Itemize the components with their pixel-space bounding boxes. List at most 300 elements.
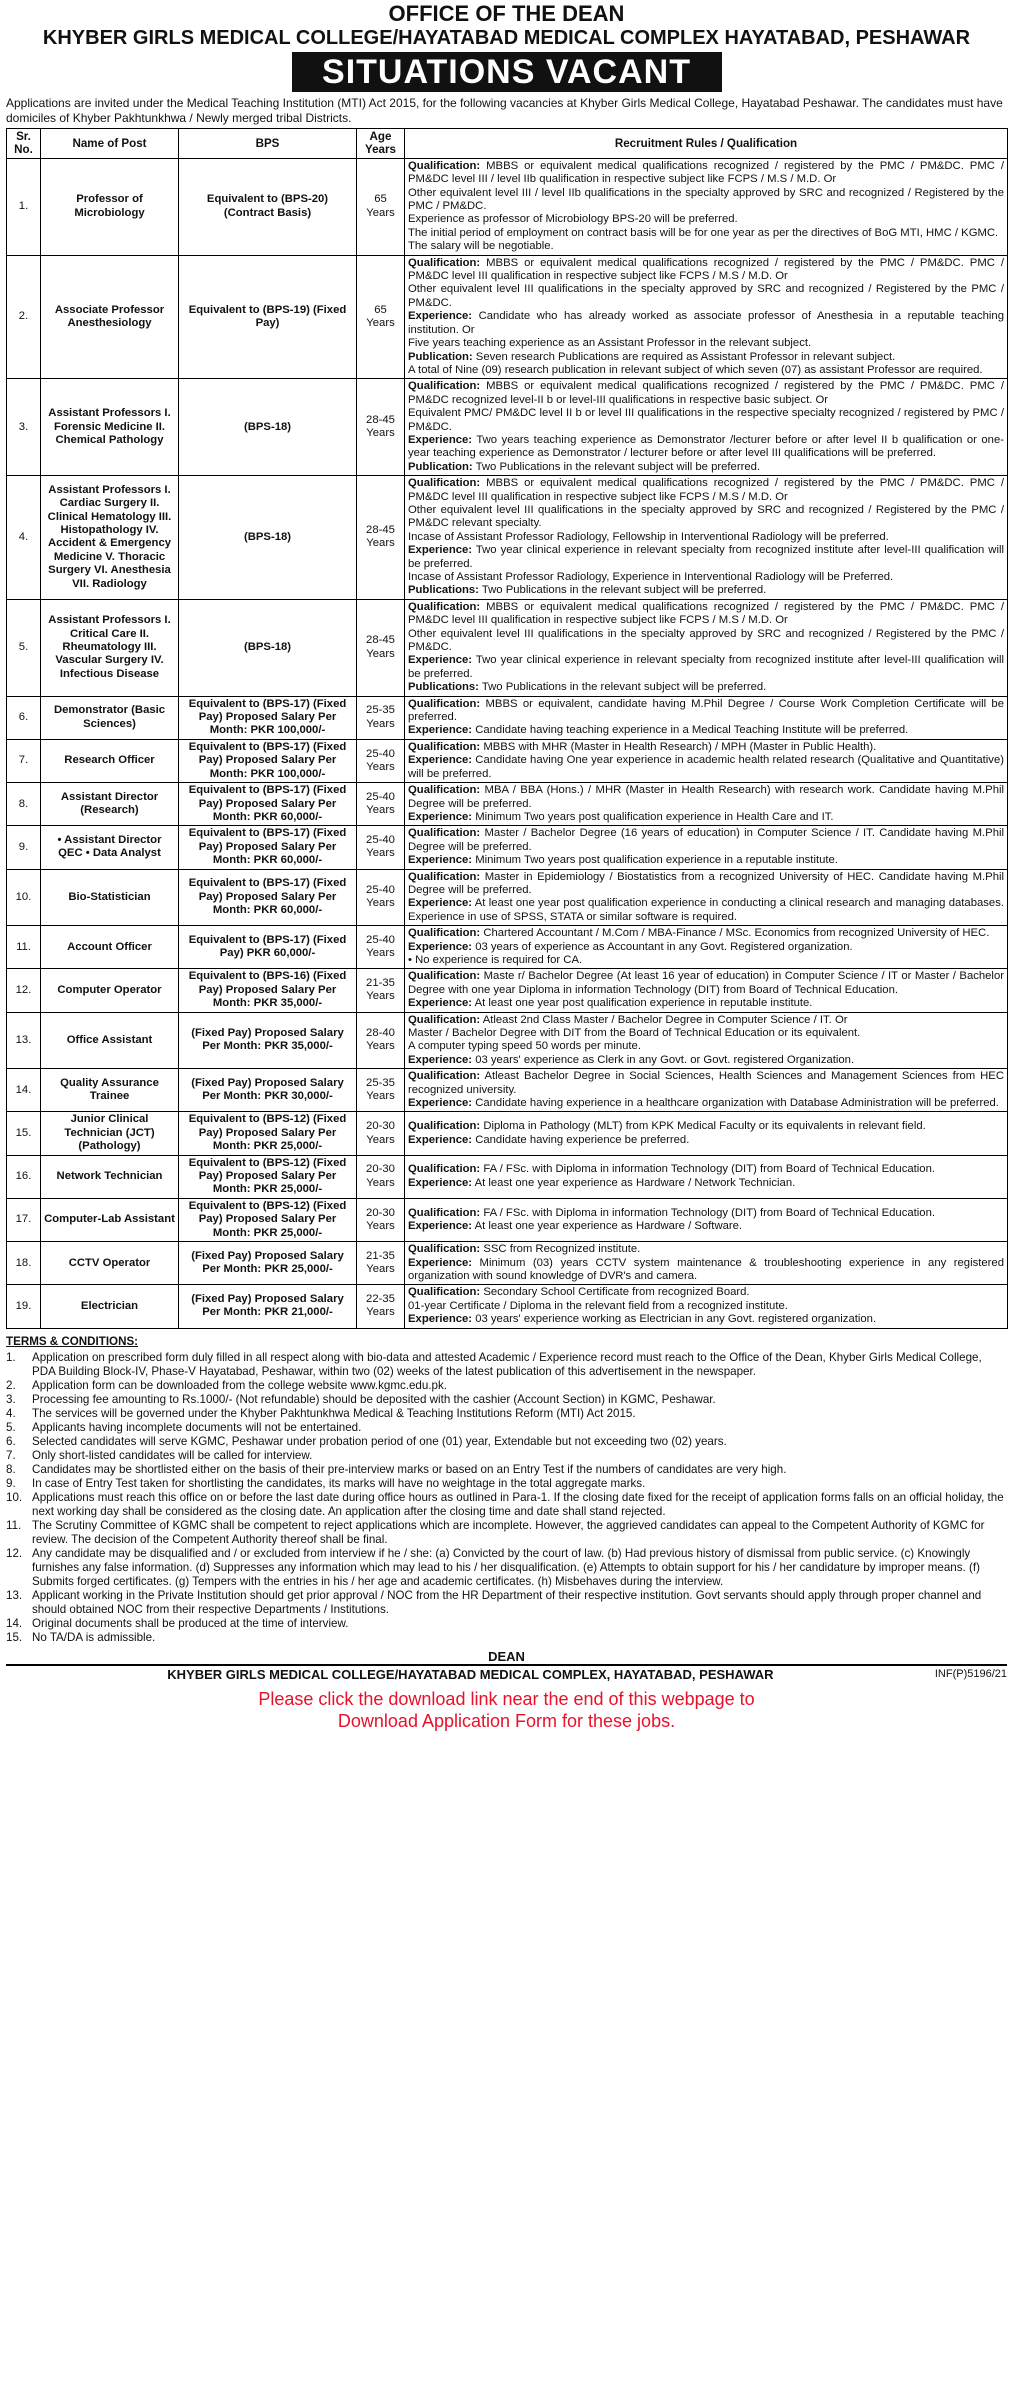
rule-line — [408, 941, 1004, 954]
rule-label: Experience: — [408, 433, 473, 446]
rule-line — [408, 380, 1004, 407]
rule-text: Two Publications in the relevant subject will be preferred. — [478, 584, 767, 597]
term-number: 1. — [6, 1350, 16, 1364]
row-sr-no: 4. — [7, 476, 41, 600]
table-row — [7, 1155, 1008, 1198]
rule-line — [408, 628, 1004, 655]
institution-title: KHYBER GIRLS MEDICAL COLLEGE/HAYATABAD MEDICAL COMPLEX HAYATABAD, PESHAWAR — [42, 27, 971, 49]
rule-line — [408, 811, 1004, 824]
rule-line — [408, 531, 1004, 544]
row-post-name: Research Officer — [41, 739, 179, 782]
term-item — [6, 1477, 1007, 1491]
row-bps: (Fixed Pay) Proposed Salary Per Month: PKR 25,000/- — [179, 1242, 357, 1285]
term-item — [6, 1631, 1007, 1645]
rule-label: Experience: — [408, 1053, 473, 1066]
rule-text: Diploma in Pathology (MLT) from KPK Medical Faculty or its equivalents in relevant field. — [480, 1120, 926, 1133]
row-bps: Equivalent to (BPS-19) (Fixed Pay) — [179, 255, 357, 379]
row-age: 20-30 Years — [357, 1155, 405, 1198]
term-item — [6, 1463, 1007, 1477]
row-sr-no: 15. — [7, 1112, 41, 1155]
term-item — [6, 1351, 1007, 1379]
rule-line — [408, 1177, 1004, 1190]
rule-text: Equivalent PMC/ PM&DC level II b or level III qualifications in the respective specialty recognized / registered by PMC / PM&DC. — [408, 407, 1004, 433]
table-row — [7, 1242, 1008, 1285]
rule-line — [408, 1054, 1004, 1067]
download-notice — [0, 1688, 1013, 1732]
rule-label: Publications: — [408, 681, 479, 694]
rule-line — [408, 407, 1004, 434]
table-row — [7, 969, 1008, 1012]
terms-title: TERMS & CONDITIONS: — [6, 1334, 139, 1348]
row-age: 21-35 Years — [357, 1242, 405, 1285]
term-text: Applicants having incomplete documents will not be entertained. — [32, 1420, 362, 1434]
rule-text: Minimum Two years post qualification experience in Health Care and IT. — [472, 810, 834, 823]
rule-text: Two year clinical experience in relevant specialty from recognized institute after level-III qualification will be preferred. — [408, 544, 1004, 570]
term-number: 9. — [6, 1476, 16, 1490]
rule-label: Qualification: — [408, 1013, 481, 1026]
terms-section — [6, 1335, 1007, 1645]
rule-text: At least one year experience as Hardware / Network Technician. — [472, 1176, 796, 1189]
term-number: 6. — [6, 1434, 16, 1448]
term-item — [6, 1421, 1007, 1435]
table-row — [7, 696, 1008, 739]
rule-line — [408, 364, 1004, 377]
rule-line — [408, 187, 1004, 214]
table-row — [7, 476, 1008, 600]
term-text: Only short-listed candidates will be called for interview. — [32, 1448, 313, 1462]
rule-text: Secondary School Certificate from recognized Board. — [480, 1286, 750, 1299]
rule-line — [408, 337, 1004, 350]
footer-ref-number: INF(P)5196/21 — [934, 1668, 1007, 1681]
row-post-name: CCTV Operator — [41, 1242, 179, 1285]
rule-label: Qualification: — [408, 1206, 481, 1219]
row-bps: (BPS-18) — [179, 599, 357, 696]
rule-label: Experience: — [408, 897, 473, 910]
rule-label: Qualification: — [408, 159, 481, 172]
rule-label: Qualification: — [408, 970, 481, 983]
rule-line — [408, 1300, 1004, 1313]
row-age: 28-45 Years — [357, 476, 405, 600]
rule-text: 03 years of experience as Accountant in any Govt. Registered organization. — [472, 940, 853, 953]
row-sr-no: 18. — [7, 1242, 41, 1285]
rule-line — [408, 741, 1004, 754]
table-row — [7, 826, 1008, 869]
rule-line — [408, 1040, 1004, 1053]
row-age: 28-40 Years — [357, 1012, 405, 1069]
row-recruitment-rules — [405, 476, 1008, 600]
rule-line — [408, 310, 1004, 337]
rule-text: Two years teaching experience as Demonstrator /lecturer before or after level II b qualification or one-year teaching experience as Demonstrator / lecturer before or after level III qualifications will be preferred. — [408, 433, 1004, 460]
row-post-name: Demonstrator (Basic Sciences) — [41, 696, 179, 739]
rule-label: Qualification: — [408, 870, 481, 883]
row-post-name: Professor of Microbiology — [41, 158, 179, 255]
rule-label: Experience: — [408, 1133, 473, 1146]
term-number: 13. — [6, 1588, 23, 1602]
row-recruitment-rules — [405, 1155, 1008, 1198]
table-row — [7, 255, 1008, 379]
rule-line — [408, 871, 1004, 898]
rule-line — [408, 784, 1004, 811]
rule-line — [408, 257, 1004, 284]
rule-label: Experience: — [408, 754, 473, 767]
rule-line — [408, 544, 1004, 571]
rule-text: MBBS or equivalent medical qualifications recognized / registered by the PMC / PM&DC. PMC / PM&DC level III qualification in respective subject like FCPS / M.S / M.D. Or — [408, 600, 1004, 627]
row-bps: Equivalent to (BPS-17) (Fixed Pay) Proposed Salary Per Month: PKR 100,000/- — [179, 696, 357, 739]
term-text: Applications must reach this office on or before the last date during office hours as outlined in Para-1. If the closing date fixed for the receipt of application forms falls on an official holiday, the next working day shall be considered as the closing date. An application after the closing time and date shall stand rejected. — [32, 1490, 1004, 1518]
term-item — [6, 1449, 1007, 1463]
term-number: 5. — [6, 1420, 16, 1434]
row-bps: Equivalent to (BPS-16) (Fixed Pay) Proposed Salary Per Month: PKR 35,000/- — [179, 969, 357, 1012]
rule-text: MBBS or equivalent medical qualifications recognized / registered by the PMC / PM&DC. PMC / PM&DC recognized level-II b or level-III qualifications in respective basic subject. Or — [408, 380, 1004, 406]
rule-text: MBBS with MHR (Master in Health Research) / MPH (Master in Public Health). — [480, 740, 877, 753]
rule-label: Qualification: — [408, 256, 481, 269]
row-recruitment-rules — [405, 379, 1008, 476]
rule-line — [408, 1070, 1004, 1097]
table-row — [7, 1285, 1008, 1328]
row-sr-no: 1. — [7, 158, 41, 255]
row-age: 25-40 Years — [357, 739, 405, 782]
rule-text: FA / FSc. with Diploma in information Technology (DIT) from Board of Technical Education. — [480, 1163, 935, 1176]
rule-label: Experience: — [408, 544, 473, 557]
term-item — [6, 1435, 1007, 1449]
rule-text: FA / FSc. with Diploma in information Technology (DIT) from Board of Technical Education. — [480, 1206, 935, 1219]
rule-text: Candidate having experience be preferred. — [472, 1133, 690, 1146]
term-text: The services will be governed under the Khyber Pakhtunkhwa Medical & Teaching Institutions Reform (MTI) Act 2015. — [32, 1406, 636, 1420]
row-bps: Equivalent to (BPS-17) (Fixed Pay) PKR 60,000/- — [179, 926, 357, 969]
term-number: 4. — [6, 1406, 16, 1420]
row-post-name: Assistant Professors I. Critical Care II. Rheumatology III. Vascular Surgery IV. Infectious Disease — [41, 599, 179, 696]
header-bps: BPS — [179, 129, 357, 159]
rule-text: Experience as professor of Microbiology BPS-20 will be preferred. — [408, 213, 738, 226]
rule-label: Publication: — [408, 460, 473, 473]
rule-text: Incase of Assistant Professor Radiology, Experience in Interventional Radiology will be Preferred. — [408, 571, 894, 583]
situations-vacant-banner: SITUATIONS VACANT — [292, 52, 722, 92]
rule-text: Master / Bachelor Degree (16 years of education) in Computer Science / IT. Candidate having M.Phil Degree will be preferred. — [408, 827, 1004, 853]
row-sr-no: 8. — [7, 783, 41, 826]
rule-label: Experience: — [408, 1256, 473, 1269]
term-text: Application on prescribed form duly filled in all respect along with bio-data and attested Academic / Experience record must reach to the Office of the Dean, Khyber Girls Medical College, PDA Building Block-IV, Phase-V Hayatabad, Peshawar, within two (02) weeks of the latest publication of this advertisement in the newspaper. — [32, 1350, 982, 1378]
vacancies-table-body — [7, 158, 1008, 1328]
rule-text: Maste r/ Bachelor Degree (At least 16 year of education) in Computer Science / IT or Master / Bachelor Degree with one year Diploma in information Technology (DIT) from Board of Technical Education. — [408, 970, 1004, 996]
header-age-years: Age Years — [357, 129, 405, 159]
term-item — [6, 1393, 1007, 1407]
rule-text: Two Publications in the relevant subject will be preferred. — [472, 460, 761, 473]
term-number: 14. — [6, 1616, 23, 1630]
row-recruitment-rules — [405, 158, 1008, 255]
term-text: Original documents shall be produced at the time of interview. — [32, 1616, 349, 1630]
rule-label: Experience: — [408, 810, 473, 823]
row-sr-no: 12. — [7, 969, 41, 1012]
rule-line — [408, 504, 1004, 531]
header-name-of-post: Name of Post — [41, 129, 179, 159]
term-item — [6, 1589, 1007, 1617]
rule-line — [408, 927, 1004, 940]
rule-text: The salary will be negotiable. — [408, 240, 554, 253]
rule-text: Candidate having teaching experience in a Medical Teaching Institute will be preferred. — [472, 724, 909, 737]
rule-line — [408, 897, 1004, 924]
table-row — [7, 1198, 1008, 1241]
term-text: Selected candidates will serve KGMC, Peshawar under probation period of one (01) year, Extendable but not exceeding two (02) years. — [32, 1434, 727, 1448]
row-age: 20-30 Years — [357, 1112, 405, 1155]
row-bps: Equivalent to (BPS-12) (Fixed Pay) Proposed Salary Per Month: PKR 25,000/- — [179, 1198, 357, 1241]
term-item — [6, 1519, 1007, 1547]
term-item — [6, 1491, 1007, 1519]
rule-label: Qualification: — [408, 927, 481, 940]
row-recruitment-rules — [405, 255, 1008, 379]
row-age: 22-35 Years — [357, 1285, 405, 1328]
row-recruitment-rules — [405, 926, 1008, 969]
rule-label: Experience: — [408, 724, 473, 737]
footer-line — [6, 1664, 1007, 1682]
row-bps: Equivalent to (BPS-20) (Contract Basis) — [179, 158, 357, 255]
rule-line — [408, 477, 1004, 504]
download-notice-line1: Please click the download link near the end of this webpage to — [258, 1688, 755, 1709]
rule-text: Master in Epidemiology / Biostatistics from a recognized University of HEC. Candidate having M.Phil Degree will be preferred. — [408, 870, 1004, 896]
term-text: Any candidate may be disqualified and / or excluded from interview if he / she: (a) Convicted by the court of law. (b) Had previous history of dismissal from public service. (c) Knowingly furnishes any false information. (d) Suppresses any information which may lead to his / her disqualification. (e) Attempts to obtain support for his / her candidature by improper means. (f) Submits forged certificates. (g) Tempers with the entries in his / her age and academic certificates. (h) Misbehaves during the interview. — [32, 1546, 980, 1588]
rule-text: Master / Bachelor Degree with DIT from the Board of Technical Education or its equivalent. — [408, 1027, 861, 1039]
row-recruitment-rules — [405, 1198, 1008, 1241]
row-post-name: Assistant Director (Research) — [41, 783, 179, 826]
row-sr-no: 14. — [7, 1069, 41, 1112]
rule-text: Candidate having experience in a healthcare organization with Database Administration will be preferred. — [472, 1097, 999, 1110]
row-post-name: Bio-Statistician — [41, 869, 179, 926]
term-text: Applicant working in the Private Institution should get prior approval / NOC from the HR Department of their respective institution. Govt servants should apply through proper channel and should obtained NOC from their respective Departments / Institutions. — [32, 1588, 982, 1616]
term-number: 7. — [6, 1448, 16, 1462]
term-number: 15. — [6, 1630, 23, 1644]
row-sr-no: 10. — [7, 869, 41, 926]
row-sr-no: 6. — [7, 696, 41, 739]
rule-line — [408, 351, 1004, 364]
rule-text: At least one year experience as Hardware / Software. — [472, 1219, 743, 1232]
rule-line — [408, 827, 1004, 854]
rule-line — [408, 1257, 1004, 1284]
rule-line — [408, 954, 1004, 967]
rule-line — [408, 854, 1004, 867]
rule-text: A computer typing speed 50 words per minute. — [408, 1040, 641, 1053]
office-title: OFFICE OF THE DEAN — [388, 1, 625, 26]
rule-label: Qualification: — [408, 697, 481, 710]
row-age: 20-30 Years — [357, 1198, 405, 1241]
row-bps: (BPS-18) — [179, 379, 357, 476]
row-bps: Equivalent to (BPS-12) (Fixed Pay) Proposed Salary Per Month: PKR 25,000/- — [179, 1112, 357, 1155]
row-recruitment-rules — [405, 826, 1008, 869]
terms-list — [6, 1351, 1007, 1645]
row-bps: (BPS-18) — [179, 476, 357, 600]
rule-text: MBBS or equivalent medical qualifications recognized / registered by the PMC / PM&DC. PMC / PM&DC level III / level IIb qualification in respective subject like FCPS / M.S / M.D. Or — [408, 159, 1004, 186]
term-text: The Scrutiny Committee of KGMC shall be competent to reject applications which are incomplete. However, the aggrieved candidates can appeal to the Competent Authority of KGMC for review. The decision of the Competent Authority thereof shall be final. — [32, 1518, 985, 1546]
row-sr-no: 9. — [7, 826, 41, 869]
row-sr-no: 7. — [7, 739, 41, 782]
rule-line — [408, 1134, 1004, 1147]
rule-line — [408, 1163, 1004, 1176]
rule-label: Experience: — [408, 854, 473, 867]
rule-text: Other equivalent level III qualifications in the specialty approved by SRC and recognized / Registered by the PMC / PM&DC relevant specialty. — [408, 503, 1004, 530]
row-bps: (Fixed Pay) Proposed Salary Per Month: PKR 30,000/- — [179, 1069, 357, 1112]
row-recruitment-rules — [405, 1242, 1008, 1285]
table-row — [7, 783, 1008, 826]
row-sr-no: 16. — [7, 1155, 41, 1198]
rule-label: Qualification: — [408, 784, 481, 797]
rule-text: Two year clinical experience in relevant specialty from recognized institute after level-III qualification will be preferred. — [408, 654, 1004, 680]
rule-line — [408, 1207, 1004, 1220]
header-sr-no: Sr. No. — [7, 129, 41, 159]
rule-text: MBBS or equivalent, candidate having M.Phil Degree / Course Work Completion Certificate will be preferred. — [408, 697, 1004, 724]
rule-line — [408, 1243, 1004, 1256]
row-age: 65 Years — [357, 255, 405, 379]
rule-label: Qualification: — [408, 1243, 481, 1256]
rule-label: Experience: — [408, 1176, 473, 1189]
row-age: 25-40 Years — [357, 869, 405, 926]
table-row — [7, 1069, 1008, 1112]
rule-text: Other equivalent level III qualifications in the specialty approved by SRC and recognized / Registered by the PMC / PM&DC. — [408, 283, 1004, 309]
term-item — [6, 1379, 1007, 1393]
row-recruitment-rules — [405, 1012, 1008, 1069]
term-number: 12. — [6, 1546, 23, 1560]
term-text: Candidates may be shortlisted either on the basis of their pre-interview marks or based on an Entry Test if the numbers of candidates are very high. — [32, 1462, 787, 1476]
row-bps: Equivalent to (BPS-17) (Fixed Pay) Proposed Salary Per Month: PKR 60,000/- — [179, 869, 357, 926]
row-age: 25-35 Years — [357, 1069, 405, 1112]
row-recruitment-rules — [405, 1285, 1008, 1328]
row-post-name: Assistant Professors I. Cardiac Surgery II. Clinical Hematology III. Histopathology IV. Accident & Emergency Medicine V. Thoracic Surgery VI. Anesthesia VII. Radiology — [41, 476, 179, 600]
row-sr-no: 3. — [7, 379, 41, 476]
row-bps: Equivalent to (BPS-17) (Fixed Pay) Proposed Salary Per Month: PKR 60,000/- — [179, 783, 357, 826]
rule-text: 03 years' experience as Clerk in any Govt. or Govt. registered Organization. — [472, 1053, 855, 1066]
rule-label: Publications: — [408, 584, 479, 597]
row-sr-no: 2. — [7, 255, 41, 379]
rule-line — [408, 213, 1004, 226]
rule-text: Candidate having One year experience in academic health related research (Qualitative and Quantitative) will be preferred. — [408, 754, 1004, 780]
row-sr-no: 19. — [7, 1285, 41, 1328]
rule-text: Other equivalent level III qualifications in the specialty approved by SRC and recognized / Registered by the PMC / PM&DC. — [408, 627, 1004, 654]
row-bps: (Fixed Pay) Proposed Salary Per Month: PKR 21,000/- — [179, 1285, 357, 1328]
rule-line — [408, 461, 1004, 474]
rule-text: MBBS or equivalent medical qualifications recognized / registered by the PMC / PM&DC. PMC / PM&DC level III qualification in respective subject like FCPS / M.S / M.D. Or — [408, 256, 1004, 283]
rule-label: Qualification: — [408, 1286, 481, 1299]
rule-line — [408, 227, 1004, 240]
table-row — [7, 1012, 1008, 1069]
row-recruitment-rules — [405, 599, 1008, 696]
row-recruitment-rules — [405, 869, 1008, 926]
rule-line — [408, 434, 1004, 461]
rule-text: Five years teaching experience as an Assistant Professor in the relevant subject. — [408, 337, 812, 350]
term-item — [6, 1617, 1007, 1631]
row-post-name: Computer Operator — [41, 969, 179, 1012]
footer-dean: DEAN — [488, 1648, 525, 1664]
table-row — [7, 158, 1008, 255]
rule-label: Qualification: — [408, 1163, 481, 1176]
rule-line — [408, 698, 1004, 725]
row-age: 28-45 Years — [357, 379, 405, 476]
table-row — [7, 869, 1008, 926]
row-post-name: Account Officer — [41, 926, 179, 969]
table-row — [7, 379, 1008, 476]
row-bps: Equivalent to (BPS-17) (Fixed Pay) Proposed Salary Per Month: PKR 60,000/- — [179, 826, 357, 869]
term-number: 10. — [6, 1490, 23, 1504]
row-age: 25-40 Years — [357, 926, 405, 969]
rule-text: Atleast 2nd Class Master / Bachelor Degree in Computer Science / IT. Or — [480, 1013, 848, 1026]
rule-label: Qualification: — [408, 600, 481, 613]
row-recruitment-rules — [405, 1112, 1008, 1155]
rule-text: At least one year post qualification experience in reputable institute. — [472, 997, 813, 1010]
row-age: 25-35 Years — [357, 696, 405, 739]
row-bps: (Fixed Pay) Proposed Salary Per Month: PKR 35,000/- — [179, 1012, 357, 1069]
row-recruitment-rules — [405, 969, 1008, 1012]
rule-line — [408, 1220, 1004, 1233]
intro-paragraph: Applications are invited under the Medical Teaching Institution (MTI) Act 2015, for the following vacancies at Khyber Girls Medical College, Hayatabad Peshawar. The candidates must have domiciles of Khyber Pakhtunkhwa / Newly merged tribal Districts. — [6, 96, 1003, 125]
row-age: 28-45 Years — [357, 599, 405, 696]
rule-line — [408, 1286, 1004, 1299]
rule-line — [408, 160, 1004, 187]
row-post-name: Quality Assurance Trainee — [41, 1069, 179, 1112]
rule-text: MBBS or equivalent medical qualifications recognized / registered by the PMC / PM&DC. PMC / PM&DC level III qualification in respective subject like FCPS / M.S / M.D. Or — [408, 477, 1004, 503]
rule-line — [408, 601, 1004, 628]
rule-label: Qualification: — [408, 827, 481, 840]
rule-label: Qualification: — [408, 740, 481, 753]
row-bps: Equivalent to (BPS-17) (Fixed Pay) Proposed Salary Per Month: PKR 100,000/- — [179, 739, 357, 782]
rule-label: Experience: — [408, 310, 473, 323]
term-item — [6, 1547, 1007, 1589]
row-post-name: Junior Clinical Technician (JCT) (Pathology) — [41, 1112, 179, 1155]
rule-line — [408, 1014, 1004, 1027]
rule-text: Candidate who has already worked as associate professor of Anesthesia in a reputable teaching institution. Or — [408, 310, 1004, 336]
rule-text: The initial period of employment on contract basis will be for one year as per the directives of BoG MTI, HMC / KGMC. — [408, 226, 999, 239]
row-sr-no: 17. — [7, 1198, 41, 1241]
row-sr-no: 13. — [7, 1012, 41, 1069]
row-bps: Equivalent to (BPS-12) (Fixed Pay) Proposed Salary Per Month: PKR 25,000/- — [179, 1155, 357, 1198]
rule-label: Qualification: — [408, 477, 481, 490]
row-recruitment-rules — [405, 696, 1008, 739]
term-number: 3. — [6, 1392, 16, 1406]
rule-text: A total of Nine (09) research publication in relevant subject of which seven (07) as assistant Professor are required. — [408, 363, 983, 376]
rule-text: Minimum Two years post qualification experience in a reputable institute. — [472, 854, 838, 867]
row-post-name: Office Assistant — [41, 1012, 179, 1069]
rule-line — [408, 1120, 1004, 1133]
term-text: Application form can be downloaded from the college website www.kgmc.edu.pk. — [32, 1378, 448, 1392]
term-number: 2. — [6, 1378, 16, 1392]
rule-text: Seven research Publications are required as Assistant Professor in relevant subject. — [472, 350, 896, 363]
rule-text: Two Publications in the relevant subject will be preferred. — [478, 681, 767, 694]
rule-line — [408, 754, 1004, 781]
rule-text: Minimum (03) years CCTV system maintenance & troubleshooting experience in any registered organization with sound knowledge of DVR's and camera. — [408, 1256, 1004, 1282]
rule-label: Experience: — [408, 1097, 473, 1110]
rule-label: Experience: — [408, 654, 473, 667]
row-post-name: • Assistant Director QEC • Data Analyst — [41, 826, 179, 869]
rule-label: Publication: — [408, 350, 473, 363]
rule-text: Other equivalent level III / level IIb qualifications in the specialty approved by SRC and recognized / Registered by the PMC / PM&DC. — [408, 186, 1004, 213]
rule-line — [408, 584, 1004, 597]
term-text: In case of Entry Test taken for shortlisting the candidates, its marks will have no weightage in the total aggregate marks. — [32, 1476, 646, 1490]
row-sr-no: 11. — [7, 926, 41, 969]
row-post-name: Associate Professor Anesthesiology — [41, 255, 179, 379]
row-age: 21-35 Years — [357, 969, 405, 1012]
rule-label: Experience: — [408, 940, 473, 953]
rule-line — [408, 1313, 1004, 1326]
footer-college: KHYBER GIRLS MEDICAL COLLEGE/HAYATABAD MEDICAL COMPLEX, HAYATABAD, PESHAWAR — [167, 1666, 774, 1682]
rule-line — [408, 571, 1004, 584]
rule-line — [408, 970, 1004, 997]
rule-label: Experience: — [408, 1313, 473, 1326]
rule-text: 01-year Certificate / Diploma in the relevant field from a recognized institute. — [408, 1299, 788, 1312]
rule-text: SSC from Recognized institute. — [480, 1243, 641, 1256]
rule-line — [408, 724, 1004, 737]
table-row — [7, 739, 1008, 782]
rule-line — [408, 654, 1004, 681]
rule-text: • No experience is required for CA. — [408, 953, 583, 966]
row-recruitment-rules — [405, 739, 1008, 782]
rule-label: Experience: — [408, 997, 473, 1010]
row-post-name: Computer-Lab Assistant — [41, 1198, 179, 1241]
term-text: No TA/DA is admissible. — [32, 1630, 156, 1644]
